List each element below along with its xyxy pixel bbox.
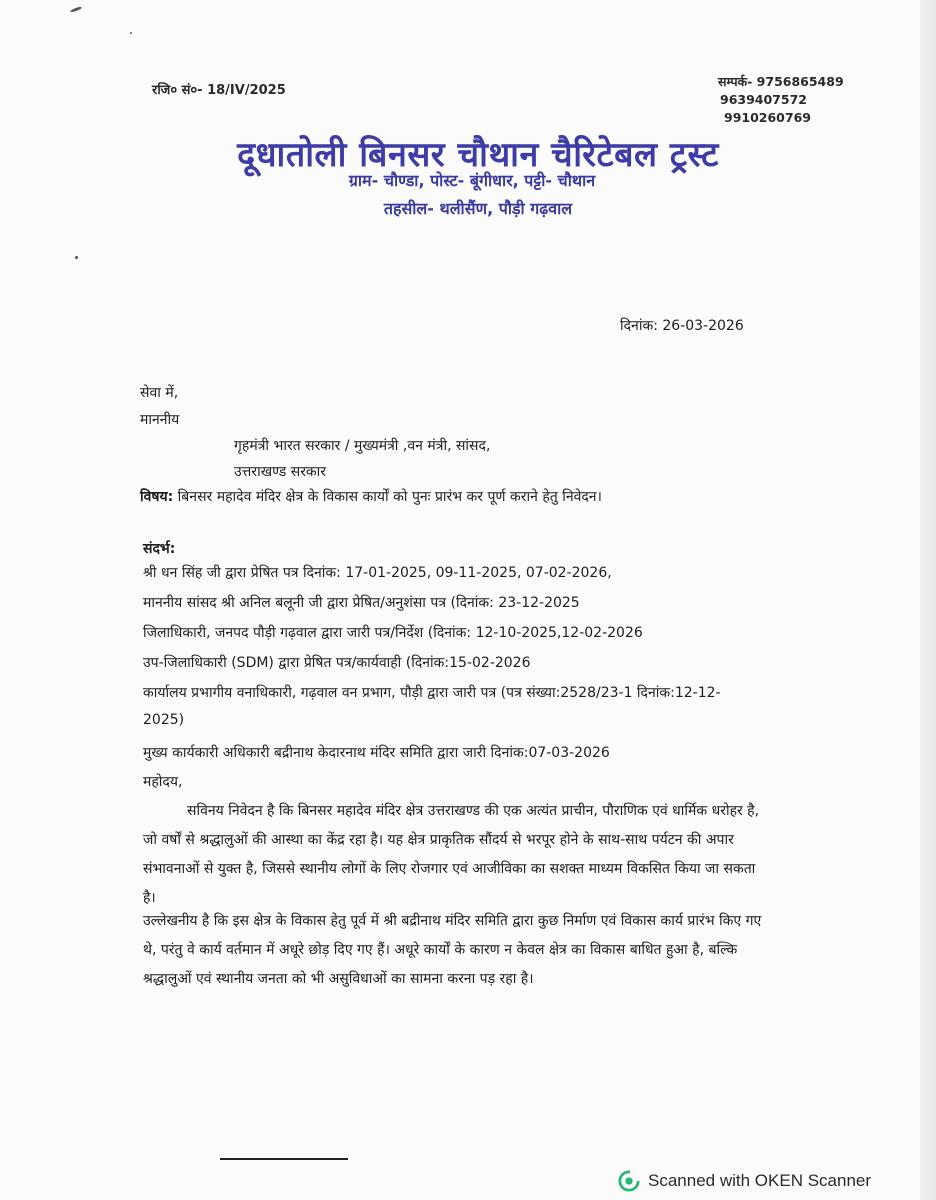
bottom-rule <box>220 1158 348 1160</box>
greeting: महोदय, <box>143 774 183 790</box>
address-line-2: तहसील- थलीसैंण, पौड़ी गढ़वाल <box>383 199 573 218</box>
reference-item: माननीय सांसद श्री अनिल बलूनी जी द्वारा प्रेषित/अनुशंसा पत्र (दिनांक: 23-12-2025 <box>143 595 580 611</box>
contact-phone-2: 9639407572 <box>720 92 807 107</box>
registration-number: रजि० सं०- 18/IV/2025 <box>152 83 286 98</box>
subject-text: बिनसर महादेव मंदिर क्षेत्र के विकास कार्यों को पुनः प्रारंभ कर पूर्ण कराने हेतु निवेदन। <box>173 489 602 505</box>
letter-date: दिनांक: 26-03-2026 <box>620 318 744 334</box>
scanner-watermark-text: Scanned with OKEN Scanner <box>648 1171 872 1190</box>
contact-block <box>718 73 844 127</box>
address-line-1: ग्राम- चौण्डा, पोस्ट- बूंगीधार, पट्टी- चौथान <box>348 171 596 190</box>
reference-item: मुख्य कार्यकारी अधिकारी बद्रीनाथ केदारनाथ मंदिर समिति द्वारा जारी दिनांक:07-03-2026 <box>143 745 610 761</box>
contact-phone-1: सम्पर्क- 9756865489 <box>718 74 844 89</box>
contact-phone-3: 9910260769 <box>724 110 811 125</box>
reference-item: श्री धन सिंह जी द्वारा प्रेषित पत्र दिनांक: 17-01-2025, 09-11-2025, 07-02-2026, <box>143 565 612 581</box>
scan-speck <box>75 256 78 259</box>
body-paragraph-2: उल्लेखनीय है कि इस क्षेत्र के विकास हेतु पूर्व में श्री बद्रीनाथ मंदिर समिति द्वारा कुछ निर्माण एवं विकास कार्य प्रारंभ किए गए थे, परंतु वे कार्य वर्तमान में अधूरे छोड़ दिए गए हैं। अधूरे कार्यों के कारण न केवल क्षेत्र का विकास बाधित हुआ है, बल्कि श्रद्धालुओं एवं स्थानीय जनता को भी असुविधाओं का सामना करना पड़ रहा है। <box>143 913 762 987</box>
oken-scanner-logo-icon <box>618 1170 640 1192</box>
recipient-line-2: उत्तराखण्ड सरकार <box>234 464 327 480</box>
reference-item: उप-जिलाधिकारी (SDM) द्वारा प्रेषित पत्र/कार्यवाही (दिनांक:15-02-2026 <box>143 655 531 671</box>
honorific: माननीय <box>140 412 180 428</box>
scanner-watermark <box>618 1170 871 1192</box>
body-paragraph-1: सविनय निवेदन है कि बिनसर महादेव मंदिर क्षेत्र उत्तराखण्ड की एक अत्यंत प्राचीन, पौराणिक एवं धार्मिक धरोहर है, जो वर्षों से श्रद्धालुओं की आस्था का केंद्र रहा है। यह क्षेत्र प्राकृतिक सौंदर्य से भरपूर होने के साथ-साथ पर्यटन की अपार संभावनाओं से युक्त है, जिससे स्थानीय लोगों के लिए रोजगार एवं आजीविका का सशक्त माध्यम विकसित किया जा सकता है। <box>143 803 760 906</box>
scan-speck <box>70 6 82 13</box>
salutation-to: सेवा में, <box>140 385 179 401</box>
subject-label: विषय: <box>140 489 174 505</box>
scan-speck <box>130 32 132 34</box>
reference-item-continued: 2025) <box>143 712 185 728</box>
trust-name-heading: दूधातोली बिनसर चौथान चैरिटेबल ट्रस्ट <box>237 135 719 175</box>
recipient-line-1: गृहमंत्री भारत सरकार / मुख्यमंत्री ,वन मंत्री, सांसद, <box>234 438 491 454</box>
references-label: संदर्भ: <box>143 541 176 557</box>
reference-item: कार्यालय प्रभागीय वनाधिकारी, गढ़वाल वन प्रभाग, पौड़ी द्वारा जारी पत्र (पत्र संख्या:2528/23-1 दिनांक:12-12- <box>143 685 721 701</box>
subject-line <box>140 487 602 506</box>
reference-item: जिलाधिकारी, जनपद पौड़ी गढ़वाल द्वारा जारी पत्र/निर्देश (दिनांक: 12-10-2025,12-02-2026 <box>143 625 643 641</box>
